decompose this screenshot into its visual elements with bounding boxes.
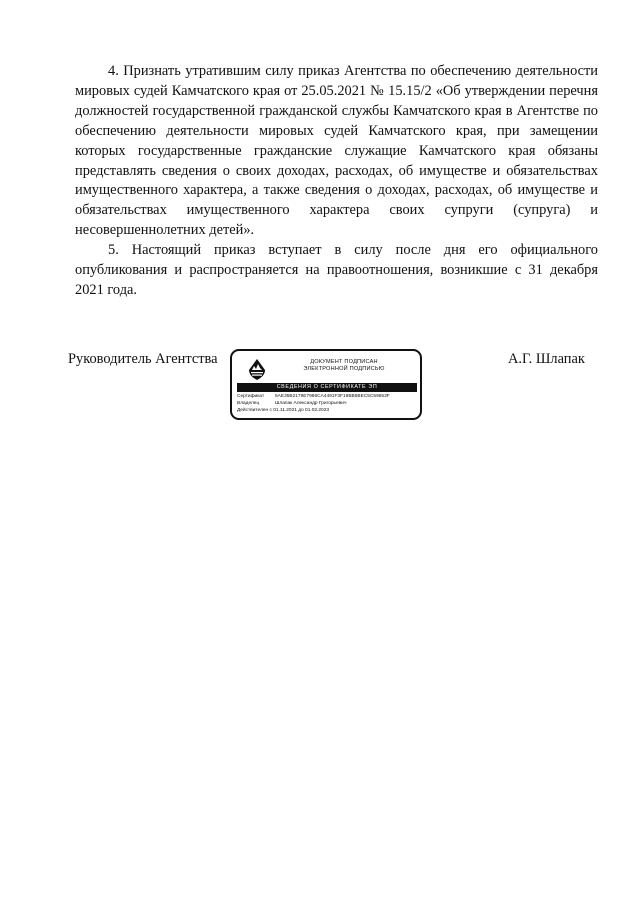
paragraph-4: 4. Признать утратившим силу приказ Агентства по обеспечению деятельности мировых судей Камчатского края от 25.05.2021 № 15.15/2 «Об утверждении перечня должностей государственной гражданской службы Камчатского края в Агентстве по обеспечению деятельности мировых судей Камчатского края, при замещении которых государственные гражданские служащие Камчатского края обязаны представлять сведения о своих доходах, расходах, об имуществе и обязательствах имущественного характера, а также сведения о доходах, расходах, об имуществе и обязательствах имущественного характера своих супруги (супруга) и несовершеннолетних детей». [75,63,598,239]
signature-block [0,349,640,429]
stamp-header [274,359,414,374]
stamp-owner-row [237,401,417,407]
stamp-certificate-bar: СВЕДЕНИЯ О СЕРТИФИКАТЕ ЭП [237,383,417,392]
certificate-label: Сертификат [237,394,265,399]
document-body [75,62,598,301]
stamp-validity-row: Действителен с 01.11.2021 до 01.02.2023 [237,408,330,413]
paragraph-5: 5. Настоящий приказ вступает в силу после дня его официального опубликования и распространяется на правоотношения, возникшие с 31 декабря 2021 года. [75,242,598,298]
signer-name: А.Г. Шлапак [508,351,585,367]
owner-value: Шлапак Александр Григорьевич [275,401,347,406]
stamp-header-line2: ЭЛЕКТРОННОЙ ПОДПИСЬЮ [303,366,385,373]
owner-label: Владелец [237,401,260,406]
electronic-signature-stamp [230,349,422,420]
certificate-value: 5AE35B2179E7986CA4491F3F19BB5BEC5C59653F [275,394,390,399]
stamp-certificate-row [237,394,417,400]
stamp-header-line1: ДОКУМЕНТ ПОДПИСАН [310,359,378,365]
signer-position: Руководитель Агентства [68,351,218,367]
coat-of-arms-icon [246,356,268,382]
